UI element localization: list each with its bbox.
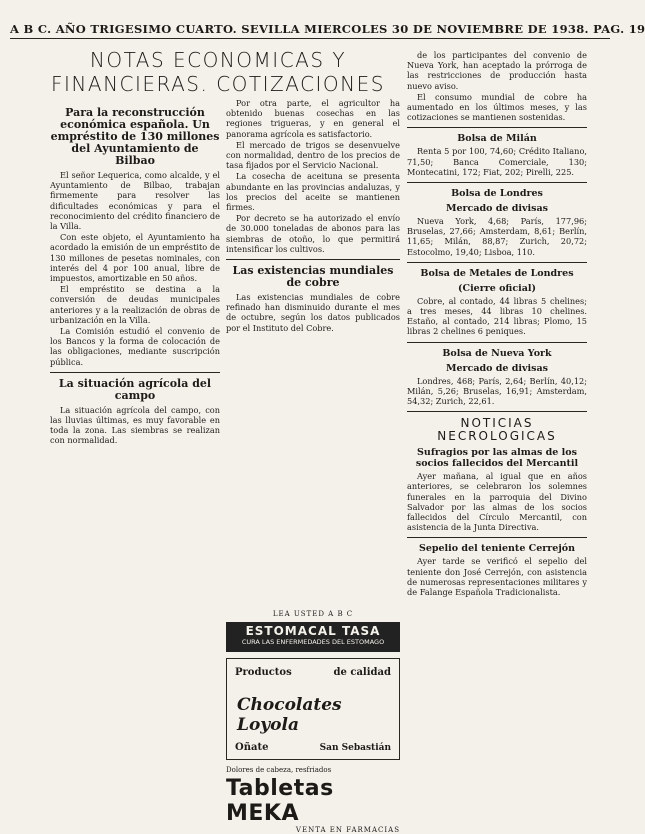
article-title-bilbao: Para la reconstrucción económica española. Un empréstito de 130 millones del Ayuntamiento de Bilbao — [50, 106, 220, 167]
ad-meka-top: Dolores de cabeza, resfriados — [226, 766, 332, 774]
section-title-sepelio: Sepelio del teniente Cerrejón — [418, 543, 576, 555]
ad-city-right: San Sebastián — [319, 743, 391, 753]
section-title-londres: Bolsa de Londres — [451, 188, 543, 200]
article-paragraph: Nueva York, 4,68; París, 177,96; Bruselas, 27,66; Amsterdam, 8,61; Berlín, 11,65; Milán, 88,87; Zurich, 20,72; Estocolmo, 19,40; Lisboa, 110. — [407, 216, 587, 257]
article-title-cobre: Las existencias mundiales de cobre — [232, 264, 394, 290]
section-title-metales: Bolsa de Metales de Londres — [420, 267, 574, 279]
ad-calidad: de calidad — [333, 667, 391, 678]
divider — [407, 411, 587, 412]
article-paragraph: Cobre, al contado, 44 libras 5 chelines; a tres meses, 44 libras 10 chelines. Estaño, al contado, 214 libras; Plomo, 15 libras 2 chelines 6 peniques. — [407, 295, 587, 337]
article-paragraph: Con este objeto, el Ayuntamiento ha acordado la emisión de un empréstito de 130 millones de pesetas nominales, con interés del 4 por 100 anual, libre de impuestos, amortizable en 50 años. — [50, 232, 220, 284]
divider — [226, 259, 400, 260]
article-paragraph: Londres, 468; París, 2,64; Berlín, 40,12; Milán, 5,26; Bruselas, 16,91; Amsterdam, 54,32; Zurich, 22,61. — [407, 375, 587, 407]
divider — [50, 372, 220, 373]
ad-estomacal — [226, 622, 400, 652]
section-title-nuevayork: Bolsa de Nueva York — [442, 347, 552, 359]
ad-meka-title: Tabletas MEKA — [226, 776, 334, 826]
article-paragraph: Por otra parte, el agricultor ha obtenido buenas cosechas en las regiones trigueras, y en general el panorama agrícola es satisfactorio. — [226, 98, 400, 139]
article-paragraph: El consumo mundial de cobre ha aumentado en los últimos meses, y las cotizaciones se mantienen sostenidas. — [407, 91, 587, 123]
article-paragraph: Las existencias mundiales de cobre refinado han disminuido durante el mes de octubre, según los datos publicados por el Instituto del Cobre. — [226, 292, 400, 333]
ad-meka-bottom: VENTA EN FARMACIAS — [295, 826, 400, 834]
article-paragraph: El empréstito se destina a la conversión de deudas municipales anteriores y a la realización de obras de urbanización en la Villa. — [50, 284, 220, 325]
article-paragraph: La Comisión estudió el convenio de los Bancos y la forma de colocación de las obligaciones, mediante suscripción pública. — [50, 326, 220, 367]
section-title-milan: Bolsa de Milán — [457, 133, 537, 145]
article-paragraph: Por decreto se ha autorizado el envío de 30.000 toneladas de abonos para las siembras de otoño, lo que permitirá intensificar los cultivos. — [226, 213, 400, 254]
column-right — [407, 50, 587, 598]
column-left — [50, 103, 220, 447]
divider — [407, 537, 587, 538]
ad-chocolates — [226, 658, 400, 760]
section-subtitle-necrologicas: Sufragios por las almas de los socios fallecidos del Mercantil — [415, 447, 579, 470]
ad-abc-banner: LEA USTED A B C — [272, 610, 354, 618]
section-subtitle-metales: (Cierre oficial) — [458, 282, 536, 294]
section-subtitle-londres: Mercado de divisas — [445, 203, 549, 215]
article-paragraph: de los participantes del convenio de Nueva York, han aceptado la prórroga de las restricciones de producción hasta nuevo aviso. — [407, 50, 587, 91]
ad-brand: Chocolates Loyola — [237, 695, 342, 735]
article-paragraph: La cosecha de aceituna se presenta abundante en las provincias andaluzas, y los precios del aceite se mantienen firmes. — [226, 171, 400, 213]
ad-city-left: Oñate — [235, 742, 269, 753]
article-paragraph: La situación agrícola del campo, con las lluvias últimas, es muy favorable en toda la zona. Las siembras se realizan con normalidad. — [50, 404, 220, 446]
article-paragraph: Ayer tarde se verificó el sepelio del teniente don José Cerrejón, con asistencia de numerosas representaciones militares y de Falange Española Tradicionalista. — [407, 556, 587, 598]
article-paragraph: El mercado de trigos se desenvuelve con normalidad, dentro de los precios de tasa fijados por el Servicio Nacional. — [226, 139, 400, 171]
page-header: A B C. AÑO TRIGESIMO CUARTO. SEVILLA MIERCOLES 30 DE NOVIEMBRE DE 1938. PAG. 19 — [10, 22, 610, 39]
divider — [407, 182, 587, 183]
section-title-necrologicas: NOTICIAS NECROLOGICAS — [437, 416, 557, 444]
section-subtitle-nuevayork: Mercado de divisas — [445, 362, 549, 374]
ad-estomacal-title: ESTOMACAL TASA — [245, 624, 381, 638]
ad-productos: Productos — [235, 667, 292, 678]
divider — [407, 342, 587, 343]
divider — [407, 127, 587, 128]
article-paragraph: Renta 5 por 100, 74,60; Crédito Italiano, 71,50; Banca Comerciale, 130; Montecatini, 172; Fiat, 202; Pirelli, 225. — [407, 146, 587, 177]
article-title-campo: La situación agrícola del campo — [58, 376, 212, 402]
page-title: NOTAS ECONOMICAS Y FINANCIERAS. COTIZACIONES — [51, 48, 385, 96]
ad-estomacal-sub: CURA LAS ENFERMEDADES DEL ESTOMAGO — [241, 638, 385, 646]
column-middle — [226, 98, 400, 334]
advertisements — [226, 610, 400, 834]
article-paragraph: Ayer mañana, al igual que en años anteriores, se celebraron los solemnes funerales en la parroquia del Divino Salvador por las almas de los socios fallecidos del Círculo Mercantil, con asistencia de la Junta Directiva. — [407, 471, 587, 533]
article-paragraph: El señor Lequerica, como alcalde, y el Ayuntamiento de Bilbao, trabajan firmemente para resolver las dificultades económicas y para el reconocimiento del crédito financiero de la Villa. — [50, 170, 220, 232]
divider — [407, 262, 587, 263]
